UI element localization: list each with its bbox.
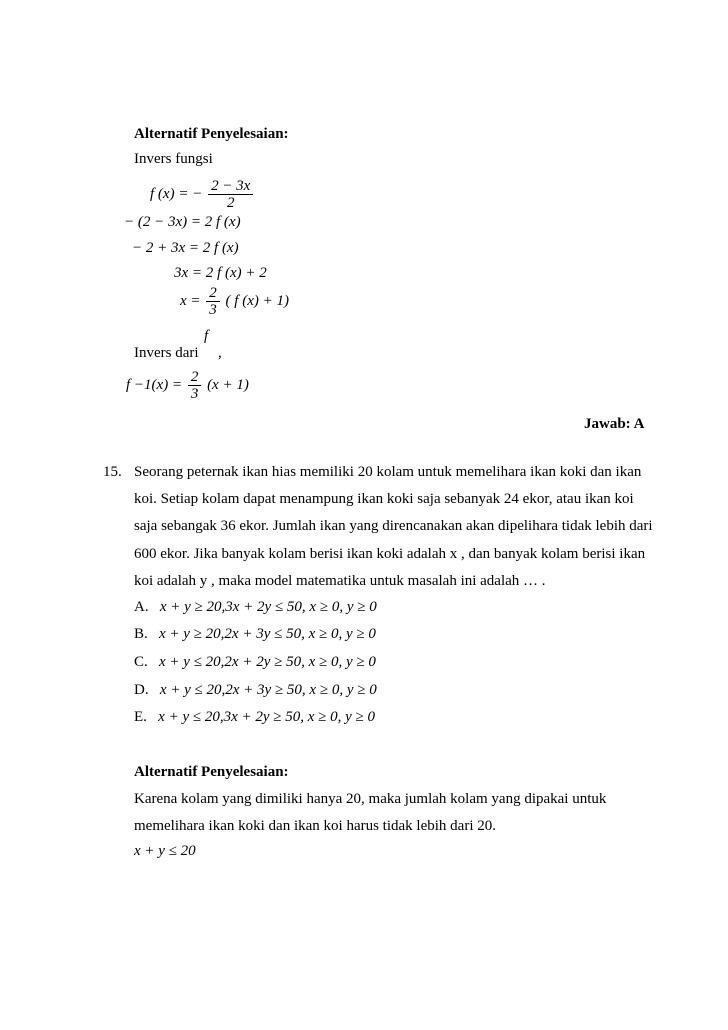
- solution-line-1: Karena kolam yang dimiliki hanya 20, maka jumlah kolam yang dipakai untuk: [134, 791, 607, 807]
- final-inverse-denominator: 3: [188, 385, 202, 402]
- step-2: − 2 + 3x = 2 f (x): [132, 240, 239, 256]
- option-c: [134, 654, 376, 671]
- equation-1-lhs: f (x) = −: [150, 185, 203, 202]
- solution-equation: x + y ≤ 20: [134, 843, 196, 859]
- option-c-text: x + y ≤ 20,2x + 2y ≥ 50, x ≥ 0, y ≥ 0: [159, 654, 376, 670]
- solution-heading-1: Alternatif Penyelesaian:: [134, 126, 289, 142]
- final-inverse-fraction: [188, 369, 202, 402]
- question-line-1: Seorang peternak ikan hias memiliki 20 kolam untuk memelihara ikan koki dan ikan: [134, 464, 642, 480]
- option-d-text: x + y ≤ 20,2x + 3y ≥ 50, x ≥ 0, y ≥ 0: [159, 682, 377, 698]
- question-line-5: koi adalah y , maka model matematika untuk masalah ini adalah … .: [134, 573, 546, 589]
- question-line-4: 600 ekor. Jika banyak kolam berisi ikan koki adalah x , dan banyak kolam berisi ikan: [134, 546, 646, 562]
- step-4-numerator: 2: [209, 285, 217, 301]
- answer-label: Jawab: A: [584, 416, 645, 432]
- option-e-text: x + y ≤ 20,3x + 2y ≥ 50, x ≥ 0, y ≥ 0: [158, 709, 376, 725]
- step-3: 3x = 2 f (x) + 2: [174, 265, 267, 281]
- option-c-letter: C.: [134, 654, 148, 670]
- inverse-f-symbol: f: [204, 328, 209, 344]
- equation-1-numerator: 2 − 3x: [211, 178, 251, 194]
- solution-heading-2: Alternatif Penyelesaian:: [134, 764, 289, 780]
- option-b-letter: B.: [134, 626, 148, 642]
- step-4-fraction: [206, 285, 220, 318]
- intro-text: Invers fungsi: [134, 151, 213, 167]
- equation-1-fraction: [208, 178, 253, 211]
- option-a-text: x + y ≥ 20,3x + 2y ≤ 50, x ≥ 0, y ≥ 0: [159, 599, 377, 615]
- question-line-3: saja sebangak 36 ekor. Jumlah ikan yang direncanakan akan dipelihara tidak lebih dari: [134, 518, 653, 534]
- equation-1: [150, 178, 255, 211]
- equation-1-denominator: 2: [208, 194, 253, 211]
- solution-line-2: memelihara ikan koki dan ikan koi harus tidak lebih dari 20.: [134, 818, 496, 834]
- option-d-letter: D.: [134, 682, 149, 698]
- step-1: − (2 − 3x) = 2 f (x): [124, 214, 241, 230]
- option-e: [134, 709, 375, 726]
- inverse-comma: ,: [218, 345, 222, 361]
- option-e-letter: E.: [134, 709, 147, 725]
- step-4-denominator: 3: [206, 301, 220, 318]
- option-d: [134, 682, 377, 699]
- inverse-label: Invers dari: [134, 345, 199, 361]
- question-number: 15.: [103, 464, 122, 480]
- option-b: [134, 626, 376, 643]
- question-line-2: koi. Setiap kolam dapat menampung ikan koki saja sebanyak 24 ekor, atau ikan koi: [134, 491, 634, 507]
- option-a: [134, 599, 377, 616]
- final-inverse-lhs: f −1(x) =: [126, 376, 183, 393]
- option-b-text: x + y ≥ 20,2x + 3y ≤ 50, x ≥ 0, y ≥ 0: [159, 626, 376, 642]
- final-inverse-rhs: (x + 1): [207, 376, 249, 393]
- option-a-letter: A.: [134, 599, 149, 615]
- final-inverse: [126, 369, 249, 402]
- final-inverse-numerator: 2: [190, 369, 199, 385]
- step-4: [180, 285, 289, 318]
- step-4-lhs: x =: [180, 292, 201, 309]
- step-4-rhs: ( f (x) + 1): [225, 292, 289, 309]
